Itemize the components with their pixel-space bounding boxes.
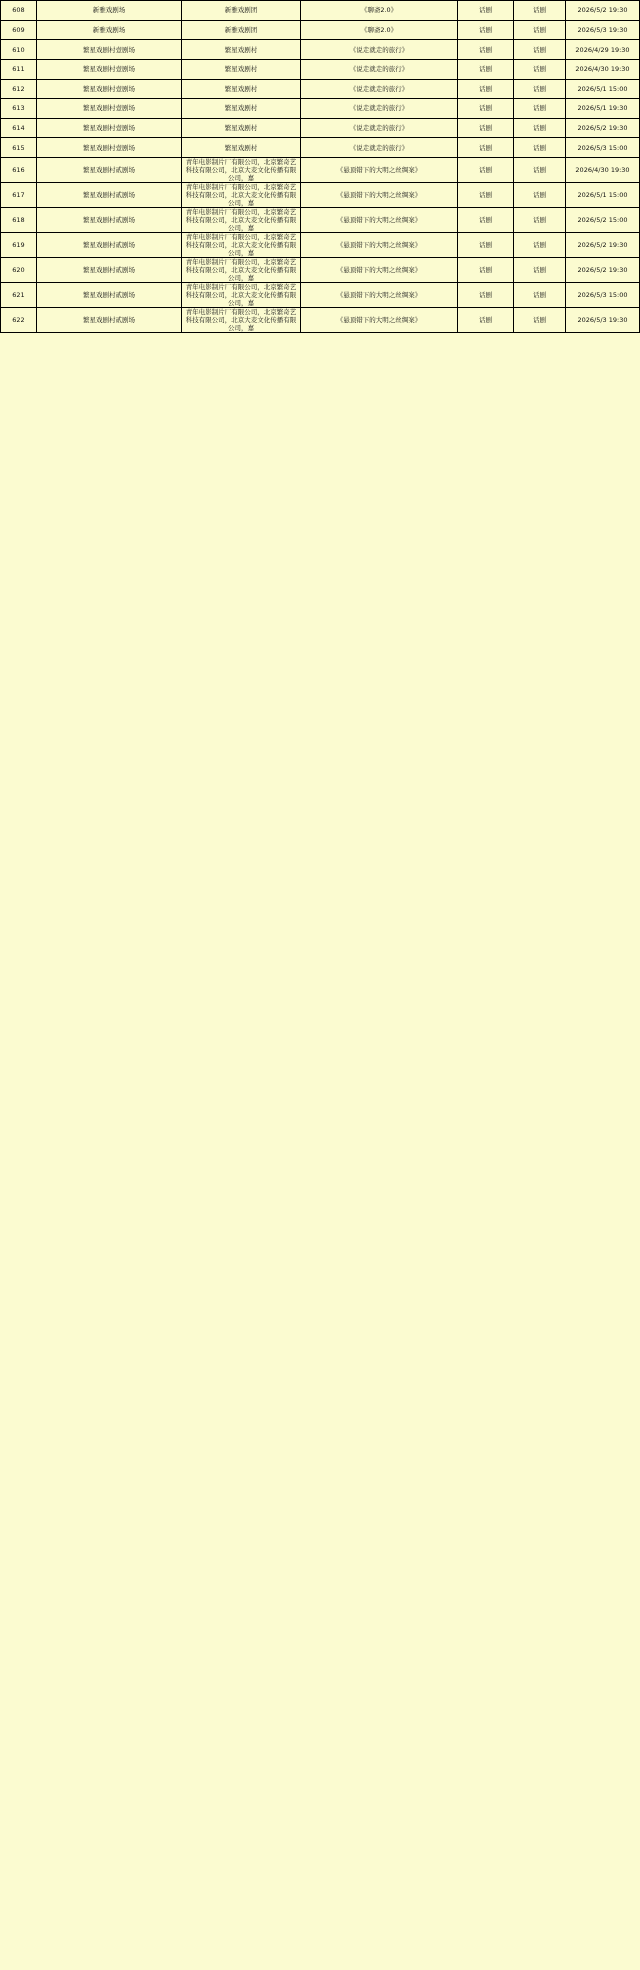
venue-cell: 繁星戏剧村贰剧场 [37,283,182,308]
show-time-cell: 2026/5/2 19:30 [566,233,640,258]
program-title-cell: 《说走就走的旅行》 [301,138,458,158]
row-number-cell: 616 [1,158,37,183]
program-title-cell: 《说走就走的旅行》 [301,99,458,119]
table-row [1,118,640,138]
show-time-cell: 2026/5/2 19:30 [566,1,640,21]
category-cell: 话剧 [458,183,514,208]
show-time-cell: 2026/5/3 19:30 [566,20,640,40]
row-number-cell: 608 [1,1,37,21]
venue-cell: 繁星戏剧村壹剧场 [37,40,182,60]
performance-schedule-table [0,0,640,333]
subcategory-cell: 话剧 [514,59,566,79]
subcategory-cell: 话剧 [514,283,566,308]
table-row [1,138,640,158]
show-time-cell: 2026/5/1 15:00 [566,79,640,99]
venue-cell: 繁星戏剧村贰剧场 [37,158,182,183]
venue-cell: 繁星戏剧村贰剧场 [37,258,182,283]
table-row [1,258,640,283]
show-time-cell: 2026/5/1 19:30 [566,99,640,119]
organizer-cell: 繁星戏剧村 [182,99,301,119]
table-row [1,233,640,258]
row-number-cell: 619 [1,233,37,258]
organizer-cell: 青年电影制片厂有限公司，北京繁奇艺科技有限公司，北京大麦文化传播有限公司，嘉 [182,283,301,308]
category-cell: 话剧 [458,308,514,333]
table-row [1,208,640,233]
program-title-cell: 《悬顶错下的大明之丝绸案》 [301,233,458,258]
organizer-cell: 繁星戏剧村 [182,138,301,158]
category-cell: 话剧 [458,208,514,233]
organizer-cell: 青年电影制片厂有限公司，北京繁奇艺科技有限公司，北京大麦文化传播有限公司，嘉 [182,158,301,183]
table-row [1,308,640,333]
table-row [1,283,640,308]
program-title-cell: 《聊斋2.0》 [301,1,458,21]
table-row [1,158,640,183]
program-title-cell: 《说走就走的旅行》 [301,40,458,60]
venue-cell: 新雅戏剧场 [37,20,182,40]
organizer-cell: 繁星戏剧村 [182,79,301,99]
subcategory-cell: 话剧 [514,1,566,21]
organizer-cell: 繁星戏剧村 [182,118,301,138]
table-row [1,20,640,40]
table-body [1,1,640,333]
venue-cell: 繁星戏剧村壹剧场 [37,59,182,79]
venue-cell: 繁星戏剧村贰剧场 [37,233,182,258]
venue-cell: 新雅戏剧场 [37,1,182,21]
subcategory-cell: 话剧 [514,99,566,119]
category-cell: 话剧 [458,40,514,60]
venue-cell: 繁星戏剧村贰剧场 [37,183,182,208]
category-cell: 话剧 [458,20,514,40]
organizer-cell: 青年电影制片厂有限公司，北京繁奇艺科技有限公司，北京大麦文化传播有限公司，嘉 [182,208,301,233]
row-number-cell: 609 [1,20,37,40]
subcategory-cell: 话剧 [514,158,566,183]
program-title-cell: 《悬顶错下的大明之丝绸案》 [301,158,458,183]
program-title-cell: 《说走就走的旅行》 [301,79,458,99]
row-number-cell: 613 [1,99,37,119]
show-time-cell: 2026/5/1 15:00 [566,183,640,208]
show-time-cell: 2026/5/2 15:00 [566,208,640,233]
organizer-cell: 青年电影制片厂有限公司，北京繁奇艺科技有限公司，北京大麦文化传播有限公司，嘉 [182,183,301,208]
program-title-cell: 《说走就走的旅行》 [301,118,458,138]
category-cell: 话剧 [458,138,514,158]
organizer-cell: 青年电影制片厂有限公司，北京繁奇艺科技有限公司，北京大麦文化传播有限公司，嘉 [182,233,301,258]
subcategory-cell: 话剧 [514,308,566,333]
show-time-cell: 2026/4/30 19:30 [566,158,640,183]
table-row [1,59,640,79]
program-title-cell: 《悬顶错下的大明之丝绸案》 [301,208,458,233]
show-time-cell: 2026/5/2 19:30 [566,258,640,283]
organizer-cell: 繁星戏剧村 [182,40,301,60]
program-title-cell: 《说走就走的旅行》 [301,59,458,79]
row-number-cell: 611 [1,59,37,79]
category-cell: 话剧 [458,1,514,21]
category-cell: 话剧 [458,158,514,183]
show-time-cell: 2026/5/2 19:30 [566,118,640,138]
subcategory-cell: 话剧 [514,118,566,138]
subcategory-cell: 话剧 [514,40,566,60]
subcategory-cell: 话剧 [514,208,566,233]
organizer-cell: 新雅戏剧团 [182,1,301,21]
table-row [1,40,640,60]
table-row [1,99,640,119]
row-number-cell: 615 [1,138,37,158]
category-cell: 话剧 [458,258,514,283]
show-time-cell: 2026/5/3 15:00 [566,138,640,158]
venue-cell: 繁星戏剧村壹剧场 [37,118,182,138]
table-row [1,183,640,208]
venue-cell: 繁星戏剧村壹剧场 [37,99,182,119]
row-number-cell: 622 [1,308,37,333]
row-number-cell: 620 [1,258,37,283]
category-cell: 话剧 [458,233,514,258]
table-row [1,79,640,99]
row-number-cell: 612 [1,79,37,99]
organizer-cell: 新雅戏剧团 [182,20,301,40]
show-time-cell: 2026/5/3 15:00 [566,283,640,308]
subcategory-cell: 话剧 [514,20,566,40]
subcategory-cell: 话剧 [514,233,566,258]
program-title-cell: 《悬顶错下的大明之丝绸案》 [301,283,458,308]
show-time-cell: 2026/4/30 19:30 [566,59,640,79]
category-cell: 话剧 [458,283,514,308]
program-title-cell: 《悬顶错下的大明之丝绸案》 [301,183,458,208]
organizer-cell: 青年电影制片厂有限公司，北京繁奇艺科技有限公司，北京大麦文化传播有限公司，嘉 [182,308,301,333]
show-time-cell: 2026/4/29 19:30 [566,40,640,60]
row-number-cell: 621 [1,283,37,308]
venue-cell: 繁星戏剧村壹剧场 [37,138,182,158]
row-number-cell: 610 [1,40,37,60]
subcategory-cell: 话剧 [514,258,566,283]
category-cell: 话剧 [458,59,514,79]
organizer-cell: 繁星戏剧村 [182,59,301,79]
row-number-cell: 614 [1,118,37,138]
program-title-cell: 《悬顶错下的大明之丝绸案》 [301,308,458,333]
venue-cell: 繁星戏剧村贰剧场 [37,308,182,333]
show-time-cell: 2026/5/3 19:30 [566,308,640,333]
subcategory-cell: 话剧 [514,138,566,158]
category-cell: 话剧 [458,99,514,119]
category-cell: 话剧 [458,118,514,138]
subcategory-cell: 话剧 [514,183,566,208]
table-row [1,1,640,21]
subcategory-cell: 话剧 [514,79,566,99]
venue-cell: 繁星戏剧村贰剧场 [37,208,182,233]
venue-cell: 繁星戏剧村壹剧场 [37,79,182,99]
organizer-cell: 青年电影制片厂有限公司，北京繁奇艺科技有限公司，北京大麦文化传播有限公司，嘉 [182,258,301,283]
program-title-cell: 《聊斋2.0》 [301,20,458,40]
category-cell: 话剧 [458,79,514,99]
row-number-cell: 618 [1,208,37,233]
program-title-cell: 《悬顶错下的大明之丝绸案》 [301,258,458,283]
row-number-cell: 617 [1,183,37,208]
